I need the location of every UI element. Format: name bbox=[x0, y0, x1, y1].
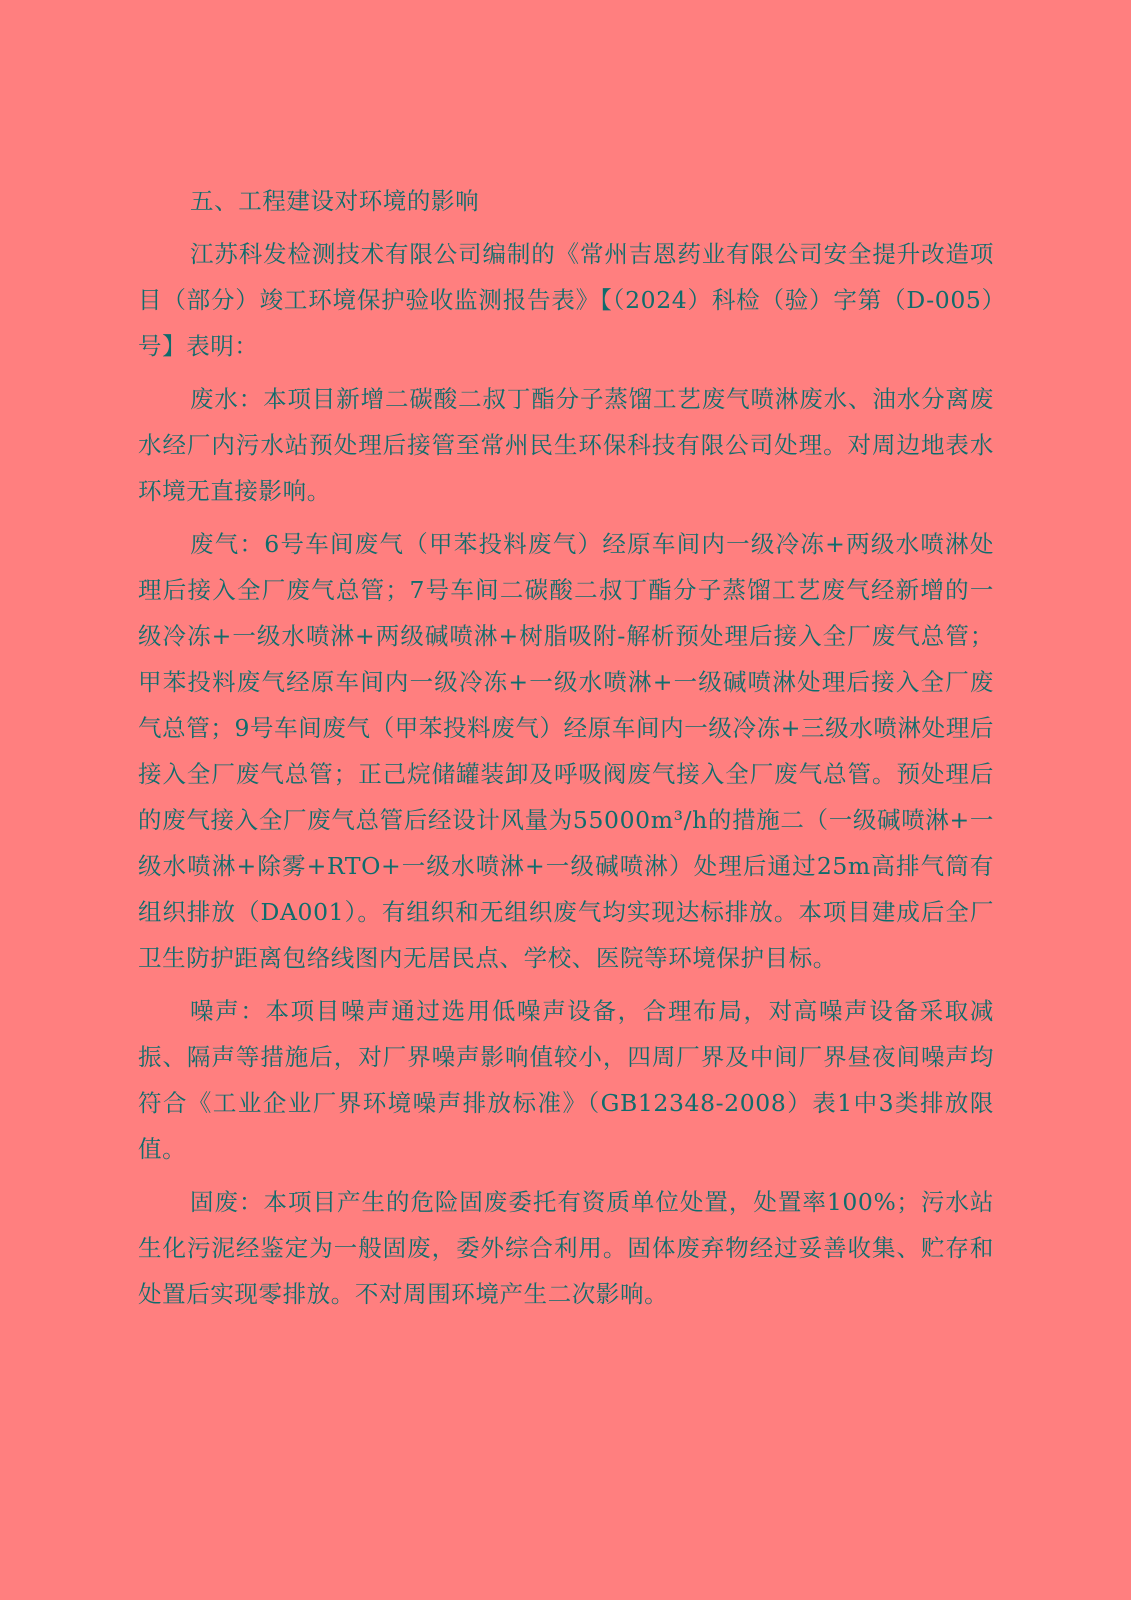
section-heading: 五、工程建设对环境的影响 bbox=[190, 187, 480, 215]
solidwaste-paragraph: 固废：本项目产生的危险固废委托有资质单位处置，处置率100%；污水站生化污泥经鉴定为一般固废，委外综合利用。固体废弃物经过妥善收集、贮存和处置后实现零排放。不对周围环境产生二次影响。 bbox=[138, 1188, 994, 1308]
document-body bbox=[138, 178, 994, 1317]
wastegas-paragraph: 废气：6号车间废气（甲苯投料废气）经原车间内一级冷冻+两级水喷淋处理后接入全厂废气总管；7号车间二碳酸二叔丁酯分子蒸馏工艺废气经新增的一级冷冻+一级水喷淋+两级碱喷淋+树脂吸附-解析预处理后接入全厂废气总管；甲苯投料废气经原车间内一级冷冻+一级水喷淋+一级碱喷淋处理后接入全厂废气总管；9号车间废气（甲苯投料废气）经原车间内一级冷冻+三级水喷淋处理后接入全厂废气总管；正己烷储罐装卸及呼吸阀废气接入全厂废气总管。预处理后的废气接入全厂废气总管后经设计风量为55000m³/h的措施二（一级碱喷淋+一级水喷淋+除雾+RTO+一级水喷淋+一级碱喷淋）处理后通过25m高排气筒有组织排放（DA001）。有组织和无组织废气均实现达标排放。本项目建成后全厂卫生防护距离包络线图内无居民点、学校、医院等环境保护目标。 bbox=[138, 530, 994, 972]
wastewater-paragraph: 废水：本项目新增二碳酸二叔丁酯分子蒸馏工艺废气喷淋废水、油水分离废水经厂内污水站预处理后接管至常州民生环保科技有限公司处理。对周边地表水环境无直接影响。 bbox=[138, 385, 994, 505]
intro-paragraph: 江苏科发检测技术有限公司编制的《常州吉恩药业有限公司安全提升改造项目（部分）竣工环境保护验收监测报告表》【（2024）科检（验）字第（D-005）号】表明： bbox=[138, 240, 994, 360]
noise-paragraph: 噪声：本项目噪声通过选用低噪声设备，合理布局，对高噪声设备采取减振、隔声等措施后，对厂界噪声影响值较小，四周厂界及中间厂界昼夜间噪声均符合《工业企业厂界环境噪声排放标准》（GB12348-2008）表1中3类排放限值。 bbox=[138, 997, 994, 1163]
